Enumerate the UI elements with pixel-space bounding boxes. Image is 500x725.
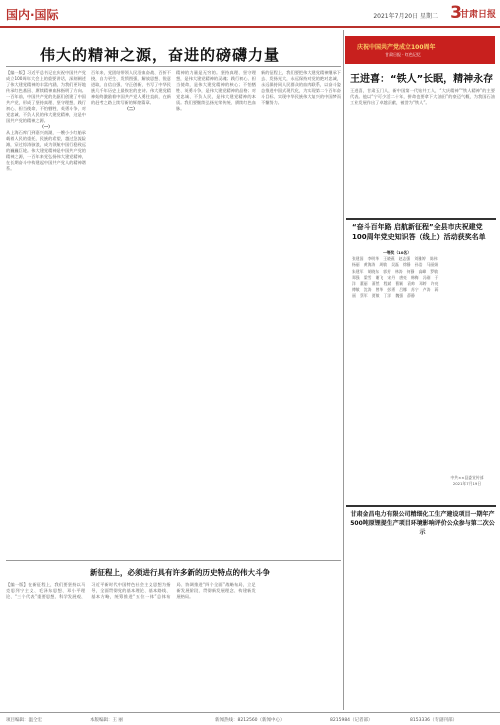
winner-list <box>352 250 442 500</box>
issuer-stamp: 中共××县委宣传部 2021年7月19日 <box>450 475 484 486</box>
section-marker: （二） <box>124 106 138 111</box>
footer-proof: 本版编辑：王 丽 <box>90 718 123 723</box>
footer-phone-3: 8153336（专副刊部） <box>410 718 458 723</box>
section-label: 国内·国际 <box>6 8 59 22</box>
footer-editor: 项目编辑：温仝宏 <box>6 718 42 723</box>
section-marker: （一） <box>39 124 53 129</box>
article-column-1 <box>6 70 86 555</box>
public-notice-title: 甘肃金昌电力有限公司精细化工生产建设项目一期年产500吨原锂提生产项目环境影响评价公众参与第二次公示 <box>350 511 495 536</box>
page-footer <box>0 712 500 725</box>
footer-phone-2: 8215984（记者部） <box>330 718 373 723</box>
newspaper-logo: 甘肃日报 <box>459 10 496 20</box>
bottom-body: 【编一版】在新征程上，我们要坚持以马克思列宁主义、毛泽东思想、邓小平理论、“三个代表”重要思想、科学发展观、习近平新时代中国特色社会主义思想为指导，全面贯彻党的基本理论、基本路线、基本方略，统筹推进“五位一体”总体布局、协调推进“四个全面”战略布局，立足新发展阶段、贯彻新发展理念、构建新发展格局。 <box>6 582 256 599</box>
divider <box>6 560 341 561</box>
footer-phone-1: 新闻热线：8212560（新闻中心） <box>215 718 285 723</box>
main-headline: 伟大的精神之源，奋进的磅礴力量 <box>40 46 281 64</box>
column-body: 精神的力量是无穷的。坚持真理、坚守理想，是伟大建党精神的灵魂；践行初心、担当使命，是伟大建党精神的核心；不怕牺牲、英勇斗争，是伟大建党精神的品格；对党忠诚、不负人民，是伟大建党精神的本质。我们要继续弘扬光荣传统、赓续红色血脉。 <box>176 70 256 111</box>
page-header <box>0 0 500 28</box>
divider <box>346 505 496 507</box>
article-column-3 <box>176 70 256 555</box>
article-column-4 <box>261 70 341 555</box>
banner-title: 庆祝中国共产党成立100周年 <box>357 44 436 51</box>
column-body: 从上海石库门到嘉兴南湖，一艘小小红船承载着人民的重托、民族的希望，越过急流险滩，穿过惊涛骇浪，成为领航中国行稳致远的巍巍巨轮。伟大建党精神是中国共产党的精神之源，一百年来党弘扬伟大建党精神，在长期奋斗中构建起中国共产党人的精神谱系。 <box>6 130 86 171</box>
column-divider <box>343 30 344 710</box>
sidebar-article <box>350 88 495 216</box>
winner-list-title: 一等奖（10名） <box>382 250 412 255</box>
article-column-2 <box>91 70 171 555</box>
page-number: 3 <box>450 3 462 23</box>
banner-subtitle: 甘肃日报 · 红色记忆 <box>385 52 421 57</box>
winner-names: 张建国 李明华 王晓燕 赵志强 刘雅婷 陈伟 杨丽 黄海涛 周敏 吴磊 徐静 孙浩 马丽娟 朱建军 胡晓东 郭芳 林涛 何静 高峰 罗敏 郑强 梁雪 谢飞 宋丹 唐亮 韩梅 冯刚 于洋 董丽 萧然 程斌 曹颖 袁帅 邓婷 许亮 傅敏 沈涛 曾华 彭勇 吕娜 苏宁 卢涛 蒋丽 蔡军 贾敏 丁洋 魏强 薛静 <box>352 256 439 299</box>
column-body: 新的征程上，我们要把伟大建党精神继承下去、发扬光大，永远保持对党的绝对忠诚，永远保持同人民群众的血肉联系，以奋斗姿态推进中国式现代化，为实现第二个百年奋斗目标、实现中华民族伟大复兴的中国梦而不懈努力。 <box>261 70 341 105</box>
activity-title: “奋斗百年路 启航新征程”全县市庆祝建党100周年党史知识答（线上）活动获奖名单 <box>352 223 486 241</box>
column-intro: 【编一版】习近平总书记在庆祝中国共产党成立100周年大会上的重要讲话，深刻阐述了伟大建党精神的丰富内涵，为我们更好地传承红色基因、赓续精神血脉指明了方向。一百年前，中国共产党的先驱们创建了中国共产党，形成了坚持真理、坚守理想，践行初心、担当使命，不怕牺牲、英勇斗争，对党忠诚、不负人民的伟大建党精神，这是中国共产党的精神之源。 <box>6 70 86 123</box>
divider <box>6 66 341 67</box>
anniversary-banner <box>345 36 495 64</box>
column-body: 百年来，党团结带领人民浴血奋战、百折不挠，自力更生、发愤图强，解放思想、锐意进取，自信自强、守正创新，书写了中华民族几千年历史上最恢宏的史诗。伟大建党精神始终激励着中国共产党人勇往直前，在新的赶考之路上续写新的辉煌篇章。 <box>91 70 171 105</box>
bottom-subtitle: 新征程上，必须进行具有许多新的历史特点的伟大斗争 <box>90 568 270 577</box>
divider <box>346 218 496 220</box>
bottom-article <box>6 582 341 707</box>
issue-date: 2021年7月20日 星期二 <box>373 13 438 20</box>
sidebar-body: 王进喜，甘肃玉门人，新中国第一代钻井工人，“大庆精神”“铁人精神”的主要代表。他以“宁可少活二十年，拼命也要拿下大油田”的豪迈气概，为我国石油工业发展作出了卓越贡献，被誉为“铁人”。 <box>350 88 495 105</box>
sidebar-title: 王进喜：“铁人”长眠，精神永存 <box>350 74 494 85</box>
